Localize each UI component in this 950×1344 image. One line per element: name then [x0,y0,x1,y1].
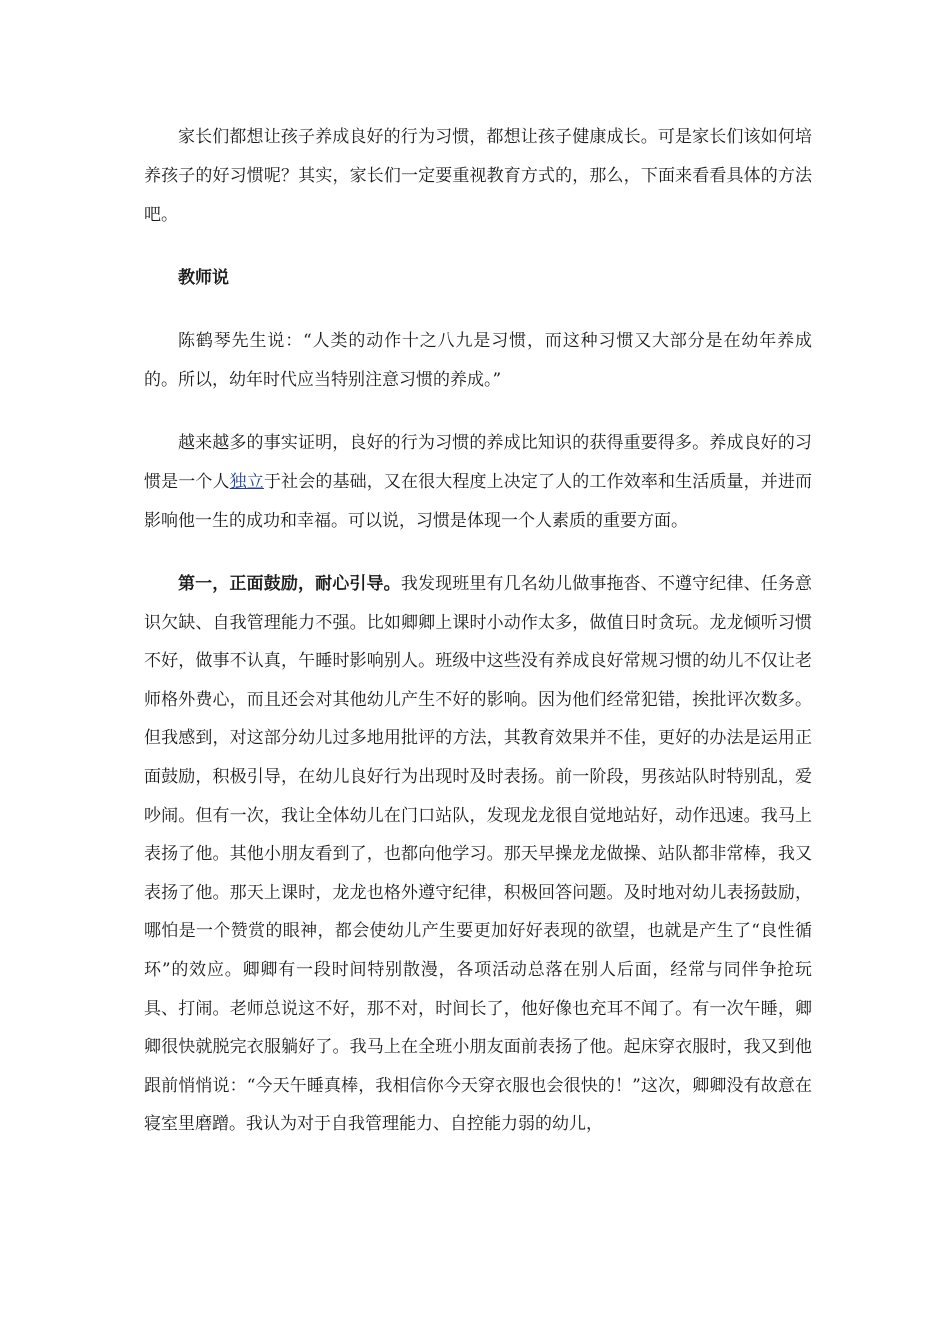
independence-link[interactable]: 独立 [229,472,264,492]
section-heading [144,259,812,298]
paragraph-text-before-link: 越来越多的事实证明，良好的行为习惯的养成比知识的获得重要得多。养成良好的习惯是一个人 [144,433,812,492]
paragraph-text-after-link: 于社会的基础，又在很大程度上决定了人的工作效率和生活质量，并进而影响他一生的成功和幸福。可以说，习惯是体现一个人素质的重要方面。 [144,472,813,531]
quote-text: 陈鹤琴先生说：“人类的动作十之八九是习惯，而这种习惯又大部分是在幼年养成的。所以，幼年时代应当特别注意习惯的养成。” [144,331,812,390]
first-method-paragraph [144,565,812,1144]
intro-paragraph [144,118,812,235]
habit-importance-paragraph [144,424,812,541]
intro-text: 家长们都想让孩子养成良好的行为习惯，都想让孩子健康成长。可是家长们该如何培养孩子的好习惯呢？其实，家长们一定要重视教育方式的，那么，下面来看看具体的方法吧。 [144,127,812,225]
quote-paragraph [144,322,812,400]
first-method-body: 我发现班里有几名幼儿做事拖沓、不遵守纪律、任务意识欠缺、自我管理能力不强。比如卿卿上课时小动作太多，做值日时贪玩。龙龙倾听习惯不好，做事不认真，午睡时影响别人。班级中这些没有养成良好常规习惯的幼儿不仅让老师格外费心，而且还会对其他幼儿产生不好的影响。因为他们经常犯错，挨批评次数多。但我感到，对这部分幼儿过多地用批评的方法，其教育效果并不佳，更好的办法是运用正面鼓励，积极引导，在幼儿良好行为出现时及时表扬。前一阶段，男孩站队时特别乱，爱吵闹。但有一次，我让全体幼儿在门口站队，发现龙龙很自觉地站好，动作迅速。我马上表扬了他。其他小朋友看到了，也都向他学习。那天早操龙龙做操、站队都非常棒，我又表扬了他。那天上课时，龙龙也格外遵守纪律，积极回答问题。及时地对幼儿表扬鼓励，哪怕是一个赞赏的眼神，都会使幼儿产生要更加好好表现的欲望，也就是产生了“良性循环”的效应。卿卿有一段时间特别散漫，各项活动总落在别人后面，经常与同伴争抢玩具、打闹。老师总说这不好，那不对，时间长了，他好像也充耳不闻了。有一次午睡，卿卿很快就脱完衣服躺好了。我马上在全班小朋友面前表扬了他。起床穿衣服时，我又到他跟前悄悄说：“今天午睡真棒，我相信你今天穿衣服也会很快的！”这次，卿卿没有故意在寝室里磨蹭。我认为对于自我管理能力、自控能力弱的幼儿， [144,574,813,1135]
first-method-lead: 第一，正面鼓励，耐心引导。 [178,574,401,594]
document-body [144,118,812,1168]
section-heading-text: 教师说 [178,268,229,288]
